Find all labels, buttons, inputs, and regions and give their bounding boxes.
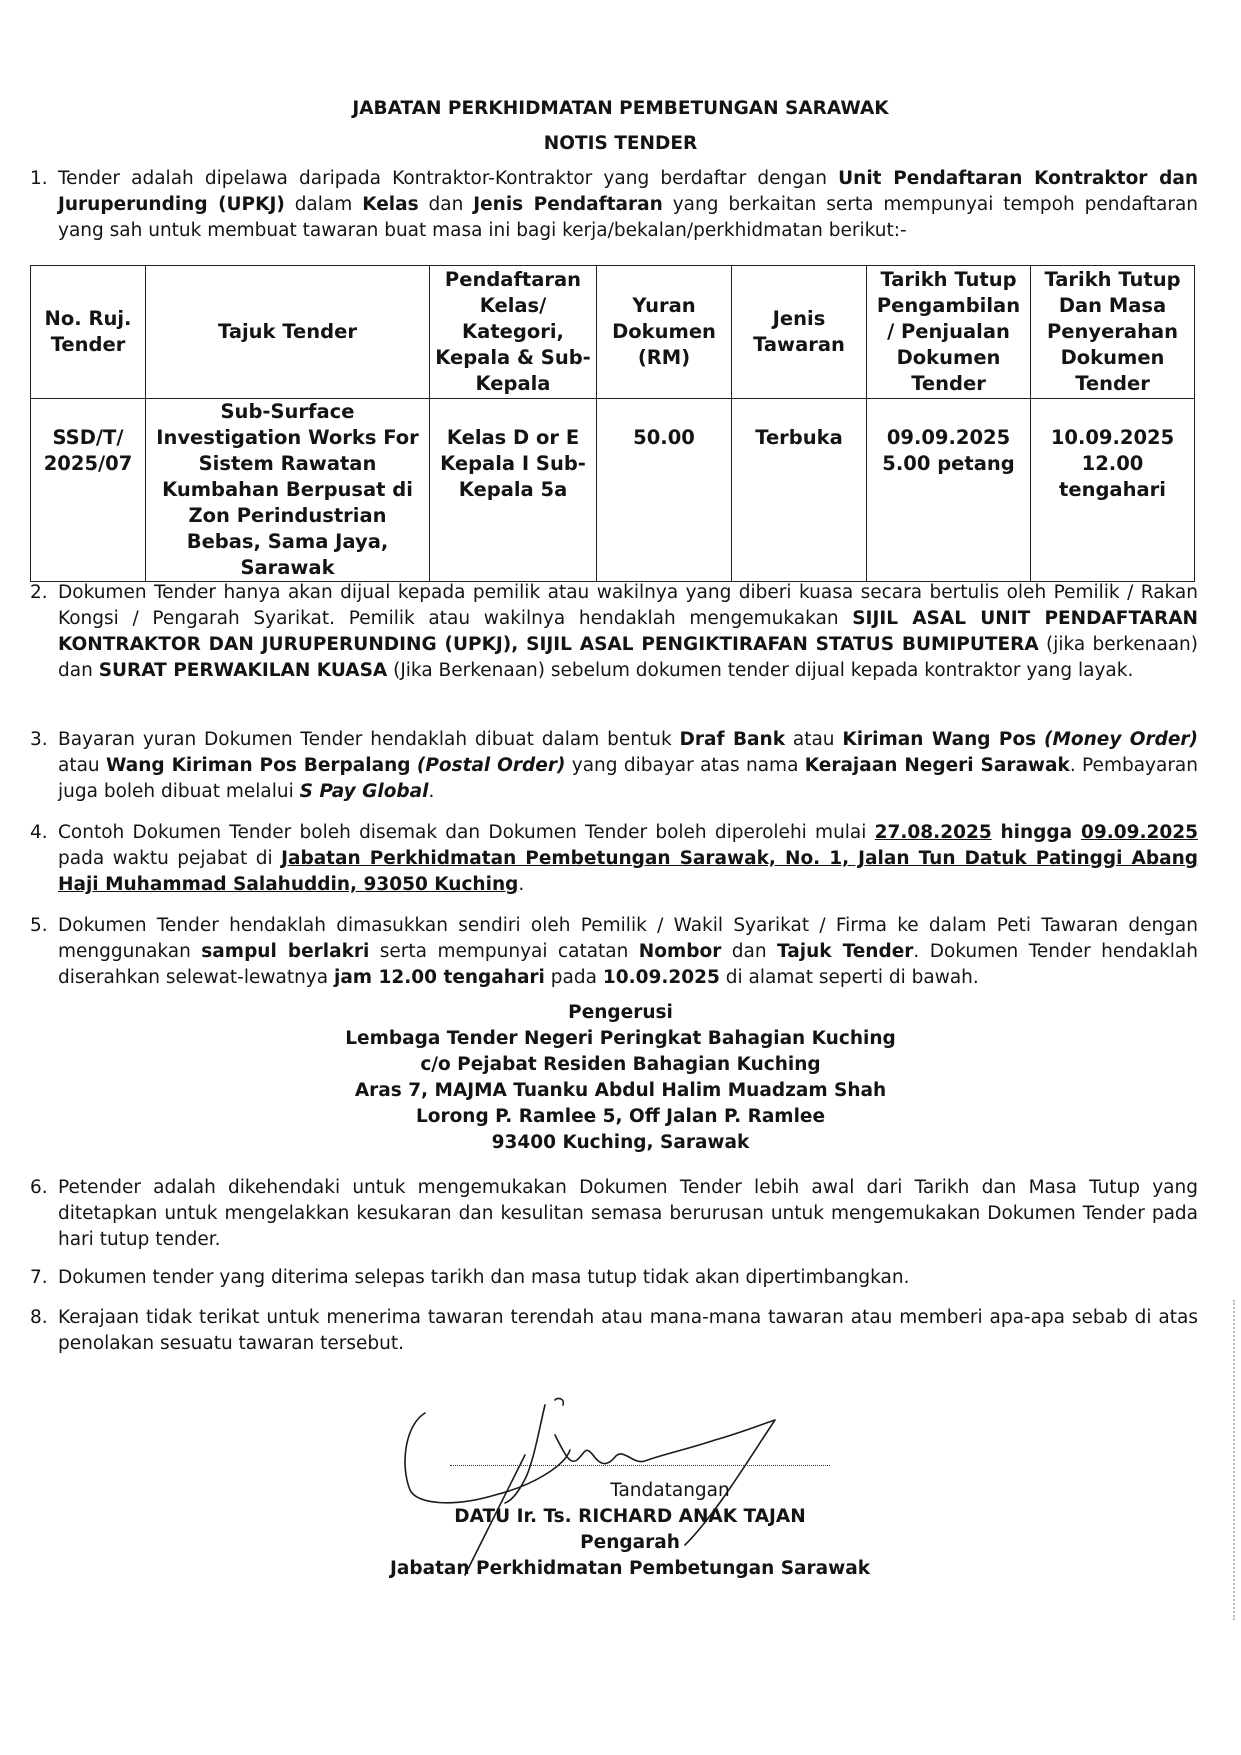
address-line: 93400 Kuching, Sarawak xyxy=(491,1132,750,1153)
tender-table xyxy=(30,265,1195,582)
address-line: Lorong P. Ramlee 5, Off Jalan P. Ramlee xyxy=(415,1106,826,1127)
paragraph-text: Petender adalah dikehendaki untuk mengemukakan Dokumen Tender lebih awal dari Tarikh dan Masa Tutup yang ditetapkan untuk mengelakkan kesukaran dan kesulitan semasa berurusan untuk mengemukakan Dokumen Tender pada hari tutup tender. xyxy=(58,1177,1198,1250)
cell-ref: SSD/T/ 2025/07 xyxy=(31,399,146,582)
address-line: c/o Pejabat Residen Bahagian Kuching xyxy=(420,1054,821,1075)
table-header-row xyxy=(31,266,1195,399)
header-class: Pendaftaran Kelas/ Kategori, Kepala & Sub-Kepala xyxy=(430,266,597,399)
paragraph-text: Dokumen Tender hanya akan dijual kepada pemilik atau wakilnya yang diberi kuasa secara bertulis oleh Pemilik / Rakan Kongsi / Pengarah Syarikat. Pemilik atau wakilnya hendaklah mengemukakan SIJIL ASAL UNIT PENDAFTARAN KONTRAKTOR DAN JURUPERUNDING (UPKJ), SIJIL ASAL PENGIKTIRAFAN STATUS BUMIPUTERA (jika berkenaan) dan SURAT PERWAKILAN KUASA (Jika Berkenaan) sebelum dokumen tender dijual kepada kontraktor yang layak. xyxy=(58,582,1198,681)
paragraph-number: 7. xyxy=(30,1267,48,1288)
header-fee: Yuran Dokumen (RM) xyxy=(597,266,732,399)
paragraph-number: 1. xyxy=(30,168,48,189)
cell-fee: 50.00 xyxy=(597,399,732,582)
notice-title: NOTIS TENDER xyxy=(543,133,698,154)
paragraph-text: Contoh Dokumen Tender boleh disemak dan Dokumen Tender boleh diperolehi mulai 27.08.2025 hingga 09.09.2025 pada waktu pejabat di Jabatan Perkhidmatan Pembetungan Sarawak, No. 1, Jalan Tun Datuk Patinggi Abang Haji Muhammad Salahuddin, 93050 Kuching. xyxy=(58,822,1198,895)
signature-dotted-line xyxy=(450,1465,830,1466)
paragraph-number: 3. xyxy=(30,729,48,750)
header-close-sale: Tarikh Tutup Pengambilan / Penjualan Dokumen Tender xyxy=(867,266,1031,399)
paragraph-number: 5. xyxy=(30,915,48,936)
cell-close-sale: 09.09.2025 5.00 petang xyxy=(867,399,1031,582)
paragraph-number: 8. xyxy=(30,1307,48,1328)
paragraph-text: Dokumen tender yang diterima selepas tarikh dan masa tutup tidak akan dipertimbangkan. xyxy=(58,1267,910,1288)
agency-heading: JABATAN PERKHIDMATAN PEMBETUNGAN SARAWAK xyxy=(352,98,889,119)
cell-class: Kelas D or E Kepala I Sub-Kepala 5a xyxy=(430,399,597,582)
signatory-department: Jabatan Perkhidmatan Pembetungan Sarawak xyxy=(389,1558,870,1579)
cell-title: Sub-Surface Investigation Works For Sistem Rawatan Kumbahan Berpusat di Zon Perindustrian Bebas, Sama Jaya, Sarawak xyxy=(146,399,430,582)
paragraph-number: 2. xyxy=(30,582,48,603)
table-row xyxy=(31,399,1195,582)
signature-block xyxy=(330,1478,930,1582)
header-type: Jenis Tawaran xyxy=(732,266,867,399)
signatory-position: Pengarah xyxy=(580,1532,680,1553)
cell-close-submit: 10.09.2025 12.00 tengahari xyxy=(1031,399,1195,582)
paragraph-text: Kerajaan tidak terikat untuk menerima tawaran terendah atau mana-mana tawaran atau memberi apa-apa sebab di atas penolakan sesuatu tawaran tersebut. xyxy=(58,1307,1198,1354)
scan-edge-marks xyxy=(1233,1300,1237,1620)
paragraph-number: 4. xyxy=(30,822,48,843)
address-line: Aras 7, MAJMA Tuanku Abdul Halim Muadzam Shah xyxy=(354,1080,887,1101)
cell-type: Terbuka xyxy=(732,399,867,582)
header-title: Tajuk Tender xyxy=(146,266,430,399)
paragraph-text: Bayaran yuran Dokumen Tender hendaklah dibuat dalam bentuk Draf Bank atau Kiriman Wang Pos (Money Order) atau Wang Kiriman Pos Berpalang (Postal Order) yang dibayar atas nama Kerajaan Negeri Sarawak. Pembayaran juga boleh dibuat melalui S Pay Global. xyxy=(58,729,1199,802)
address-block xyxy=(0,1000,1241,1156)
address-line: Pengerusi xyxy=(568,1002,673,1023)
header-ref: No. Ruj. Tender xyxy=(31,266,146,399)
paragraph-text: Dokumen Tender hendaklah dimasukkan sendiri oleh Pemilik / Wakil Syarikat / Firma ke dalam Peti Tawaran dengan menggunakan sampul berlakri serta mempunyai catatan Nombor dan Tajuk Tender. Dokumen Tender hendaklah diserahkan selewat-lewatnya jam 12.00 tengahari pada 10.09.2025 di alamat seperti di bawah. xyxy=(58,915,1198,988)
signature-label: Tandatangan xyxy=(610,1480,730,1501)
signatory-name: DATU Ir. Ts. RICHARD ANAK TAJAN xyxy=(454,1506,806,1527)
address-line: Lembaga Tender Negeri Peringkat Bahagian Kuching xyxy=(345,1028,896,1049)
paragraph-number: 6. xyxy=(30,1177,48,1198)
header-close-submit: Tarikh Tutup Dan Masa Penyerahan Dokumen Tender xyxy=(1031,266,1195,399)
paragraph-text: Tender adalah dipelawa daripada Kontraktor-Kontraktor yang berdaftar dengan Unit Pendaftaran Kontraktor dan Juruperunding (UPKJ) dalam Kelas dan Jenis Pendaftaran yang berkaitan serta mempunyai tempoh pendaftaran yang sah untuk membuat tawaran buat masa ini bagi kerja/bekalan/perkhidmatan berikut:- xyxy=(58,168,1199,241)
